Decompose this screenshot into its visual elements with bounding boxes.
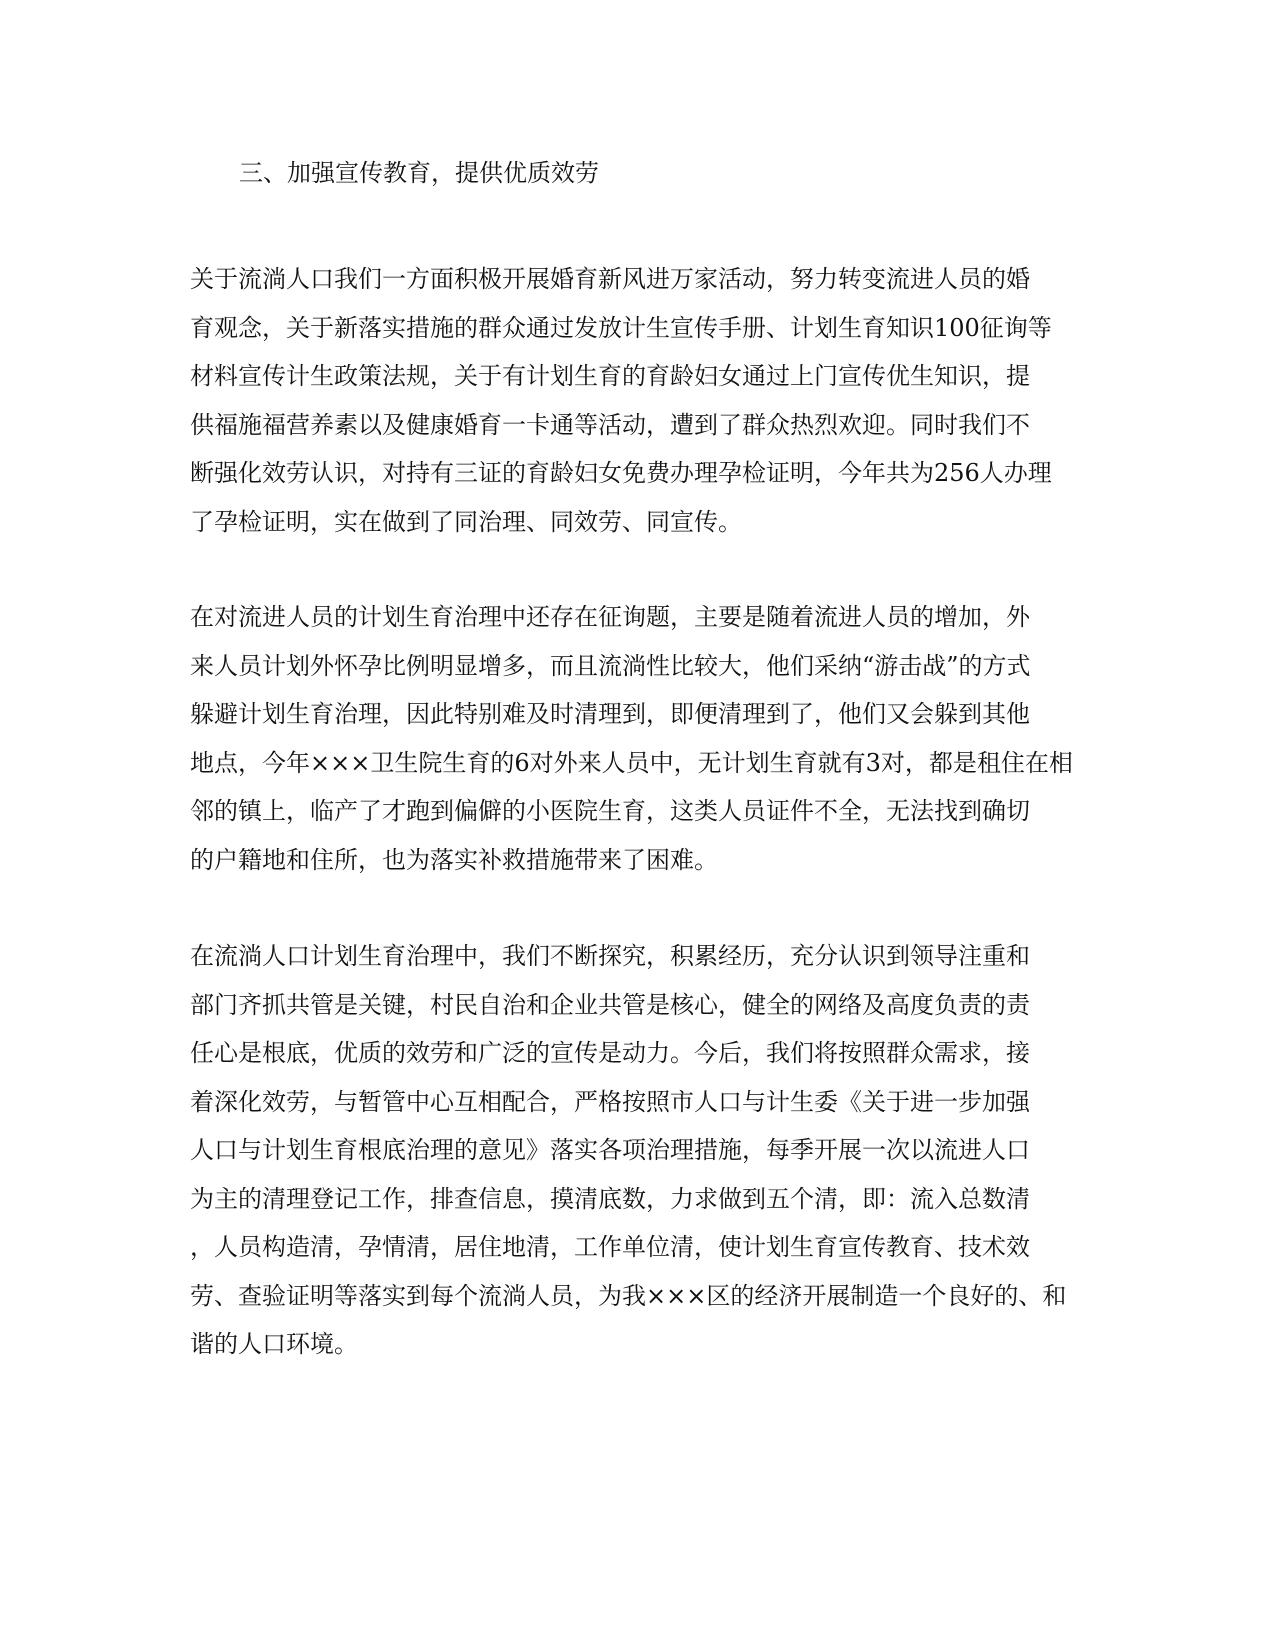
paragraph-line: 为主的清理登记工作，排查信息，摸清底数，力求做到五个清，即：流入总数清: [190, 1184, 1030, 1213]
paragraph-line: 关于流淌人口我们一方面积极开展婚育新风进万家活动，努力转变流进人员的婚: [190, 265, 1030, 293]
paragraph-line: ，人员构造清，孕情清，居住地清，工作单位清，使计划生育宣传教育、技术效: [190, 1233, 1030, 1261]
paragraph-line: 来人员计划外怀孕比例明显增多，而且流淌性比较大，他们采纳“游击战”的方式: [190, 651, 1031, 680]
paragraph-line: 谐的人口环境。: [190, 1330, 358, 1358]
paragraph-line: 材料宣传计生政策法规，关于有计划生育的育龄妇女通过上门宣传优生知识，提: [190, 362, 1030, 390]
paragraph-line: 在流淌人口计划生育治理中，我们不断探究，积累经历，充分认识到领导注重和: [190, 942, 1030, 970]
paragraph-future-plans: [190, 932, 1090, 1369]
paragraph-publicity-education: [190, 255, 1090, 546]
paragraph-line: 的户籍地和住所，也为落实补救措施带来了困难。: [190, 845, 718, 874]
paragraph-line: 育观念，关于新落实措施的群众通过发放计生宣传手册、计划生育知识100征询等: [190, 313, 1052, 342]
paragraph-line: 部门齐抓共管是关键，村民自治和企业共管是核心，健全的网络及高度负责的责: [190, 990, 1030, 1019]
section-heading: 三、加强宣传教育，提供优质效劳: [239, 159, 599, 187]
paragraph-line: 断强化效劳认识，对持有三证的育龄妇女免费办理孕检证明，今年共为256人办理: [190, 459, 1052, 487]
paragraph-line: 躲避计划生育治理，因此特别难及时清理到，即便清理到了，他们又会躲到其他: [190, 700, 1030, 728]
paragraph-line: 着深化效劳，与暂管中心互相配合，严格按照市人口与计生委《关于进一步加强: [190, 1087, 1030, 1116]
paragraph-line: 邻的镇上，临产了才跑到偏僻的小医院生育，这类人员证件不全，无法找到确切: [190, 797, 1030, 825]
paragraph-line: 了孕检证明，实在做到了同治理、同效劳、同宣传。: [190, 507, 742, 536]
paragraph-line: 供福施福营养素以及健康婚育一卡通等活动，遭到了群众热烈欢迎。同时我们不: [190, 410, 1030, 439]
paragraph-line: 人口与计划生育根底治理的意见》落实各项治理措施，每季开展一次以流进人口: [190, 1136, 1030, 1164]
paragraph-line: 劳、查验证明等落实到每个流淌人员，为我×××区的经济开展制造一个良好的、和: [190, 1281, 1067, 1310]
paragraph-existing-problems: [190, 593, 1090, 884]
paragraph-line: 在对流进人员的计划生育治理中还存在征询题，主要是随着流进人员的增加，外: [190, 603, 1030, 631]
paragraph-line: 任心是根底，优质的效劳和广泛的宣传是动力。今后，我们将按照群众需求，接: [190, 1039, 1030, 1067]
paragraph-line: 地点，今年×××卫生院生育的6对外来人员中，无计划生育就有3对，都是租住在相: [190, 748, 1073, 777]
